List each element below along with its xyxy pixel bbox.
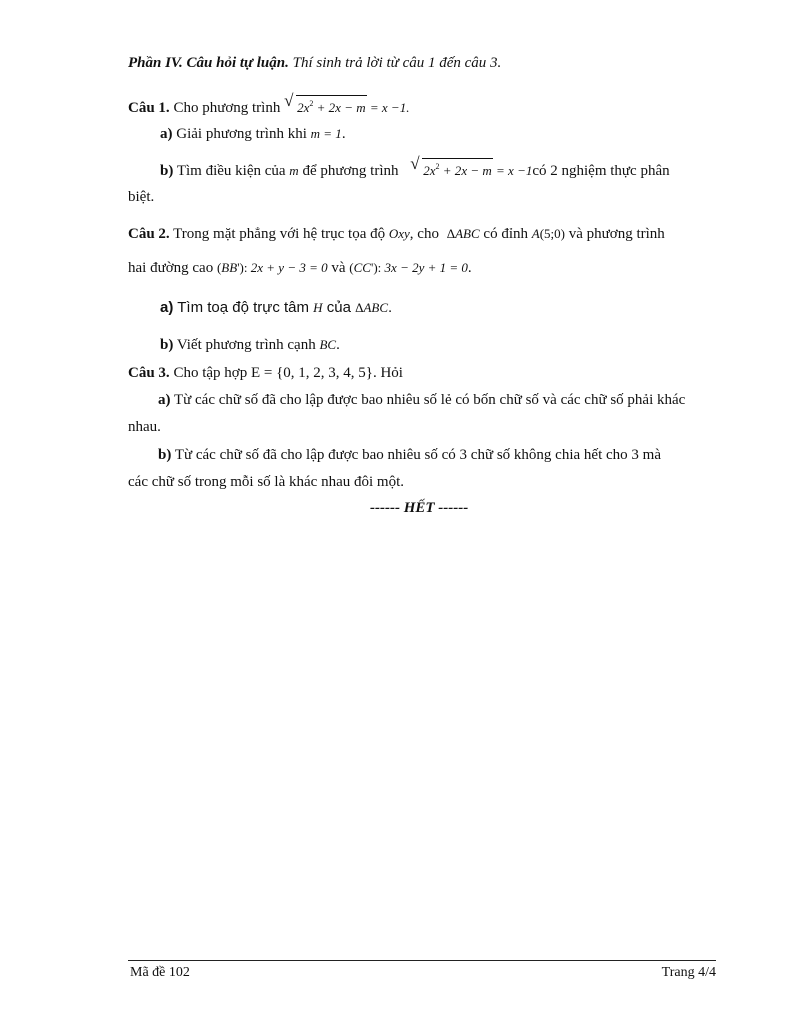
question-2a-label: a) [160,299,174,316]
question-3a-text-1: Từ các chữ số đã cho lập được bao nhiêu số lẻ có bốn chữ số và các chữ số phải khác [173,392,686,408]
question-3-label: Câu 3. [128,365,170,381]
question-1a-condition: m = 1 [310,126,342,141]
question-1b-text-2: để phương trình [302,163,399,179]
question-1b [160,154,670,181]
question-3b-text-1: Từ các chữ số đã cho lập được bao nhiêu số có 3 chữ số không chia hết cho 3 mà [174,447,661,463]
question-1b-equation: √ $2x^2 + 2x - m = x -1$ [410,154,533,178]
question-2 [128,224,665,244]
question-3a-label: a) [158,392,171,408]
question-2b-label: b) [160,337,174,353]
question-2a-triangle: ΔABC [355,300,389,315]
footer-page-number: Trang 4/4 [661,965,716,980]
question-2-text-1: Trong mặt phẳng với hệ trục tọa độ [173,226,386,242]
question-1a-label: a) [160,126,173,142]
question-3a-cont [128,417,161,437]
end-mark: ------ HẾT ------ [370,500,469,516]
question-1-label: Câu 1. [128,100,170,116]
question-1a-text: Giải phương trình khi [176,126,307,142]
question-3-set: E = {0, 1, 2, 3, 4, 5}. Hỏi [250,365,403,381]
question-2-cont: hai đường cao (BB'): 2x + y − 3 = 0 và (CC'): 3x − 2y + 1 = 0. [128,260,472,276]
question-2-vertex: A(5;0) [531,226,565,241]
question-2a-orthocenter: H [313,300,323,315]
footer-exam-code: Mã đề 102 [130,965,190,980]
question-3b [158,445,661,465]
question-3b-cont [128,472,404,492]
question-1b-var: m [289,163,299,178]
question-1b-label: b) [160,163,174,179]
question-1b-text-4: biệt. [128,189,155,205]
section-title: Phần IV. Câu hỏi tự luận. [128,55,289,71]
question-1b-cont [128,187,154,207]
question-2-text-5: hai đường cao [128,260,214,276]
question-2-text-3: có đỉnh [483,226,528,242]
question-2b: b) Viết phương trình cạnh BC. [160,337,340,353]
question-1-equation: √ $2x^2 + 2x - m = x -1$. [284,91,410,115]
section-instruction: Thí sinh trả lời từ câu 1 đến câu 3. [292,55,502,71]
question-3b-text-2: các chữ số trong mỗi số là khác nhau đôi một. [128,474,404,490]
question-2a: a) Tìm toạ độ trực tâm H của ΔABC. [160,299,393,316]
question-2-altitude-bb: (BB'): 2x + y − 3 = 0 [216,260,328,275]
question-2-altitude-cc: (CC'): 3x − 2y + 1 = 0 [349,260,468,275]
question-1 [128,91,410,118]
question-2-text-6: và [331,260,346,276]
question-2-coord-system: Oxy [388,226,410,241]
question-1b-text-1: Tìm điều kiện của [176,163,286,179]
question-2-text-2: , cho [409,226,439,242]
footer-divider [128,960,716,961]
question-3a [158,390,685,410]
section-header [128,53,501,73]
question-1b-text-3: có 2 nghiệm thực phân [532,163,670,179]
question-3b-label: b) [158,447,172,463]
question-1-text: Cho phương trình [173,100,281,116]
question-2a-text-2: của [326,299,351,316]
question-3a-text-2: nhau. [128,419,161,435]
question-2-triangle: ΔABC [446,226,480,241]
question-2-text-4: và phương trình [568,226,665,242]
question-2b-text: Viết phương trình cạnh [176,337,316,353]
question-1a: a) Giải phương trình khi m = 1. [160,126,346,142]
question-2b-side: BC [319,337,337,352]
question-3-text-1: Cho tập hợp [173,365,248,381]
question-3 [128,363,403,383]
question-2-label: Câu 2. [128,226,170,242]
question-2a-text-1: Tìm toạ độ trực tâm [177,299,309,316]
